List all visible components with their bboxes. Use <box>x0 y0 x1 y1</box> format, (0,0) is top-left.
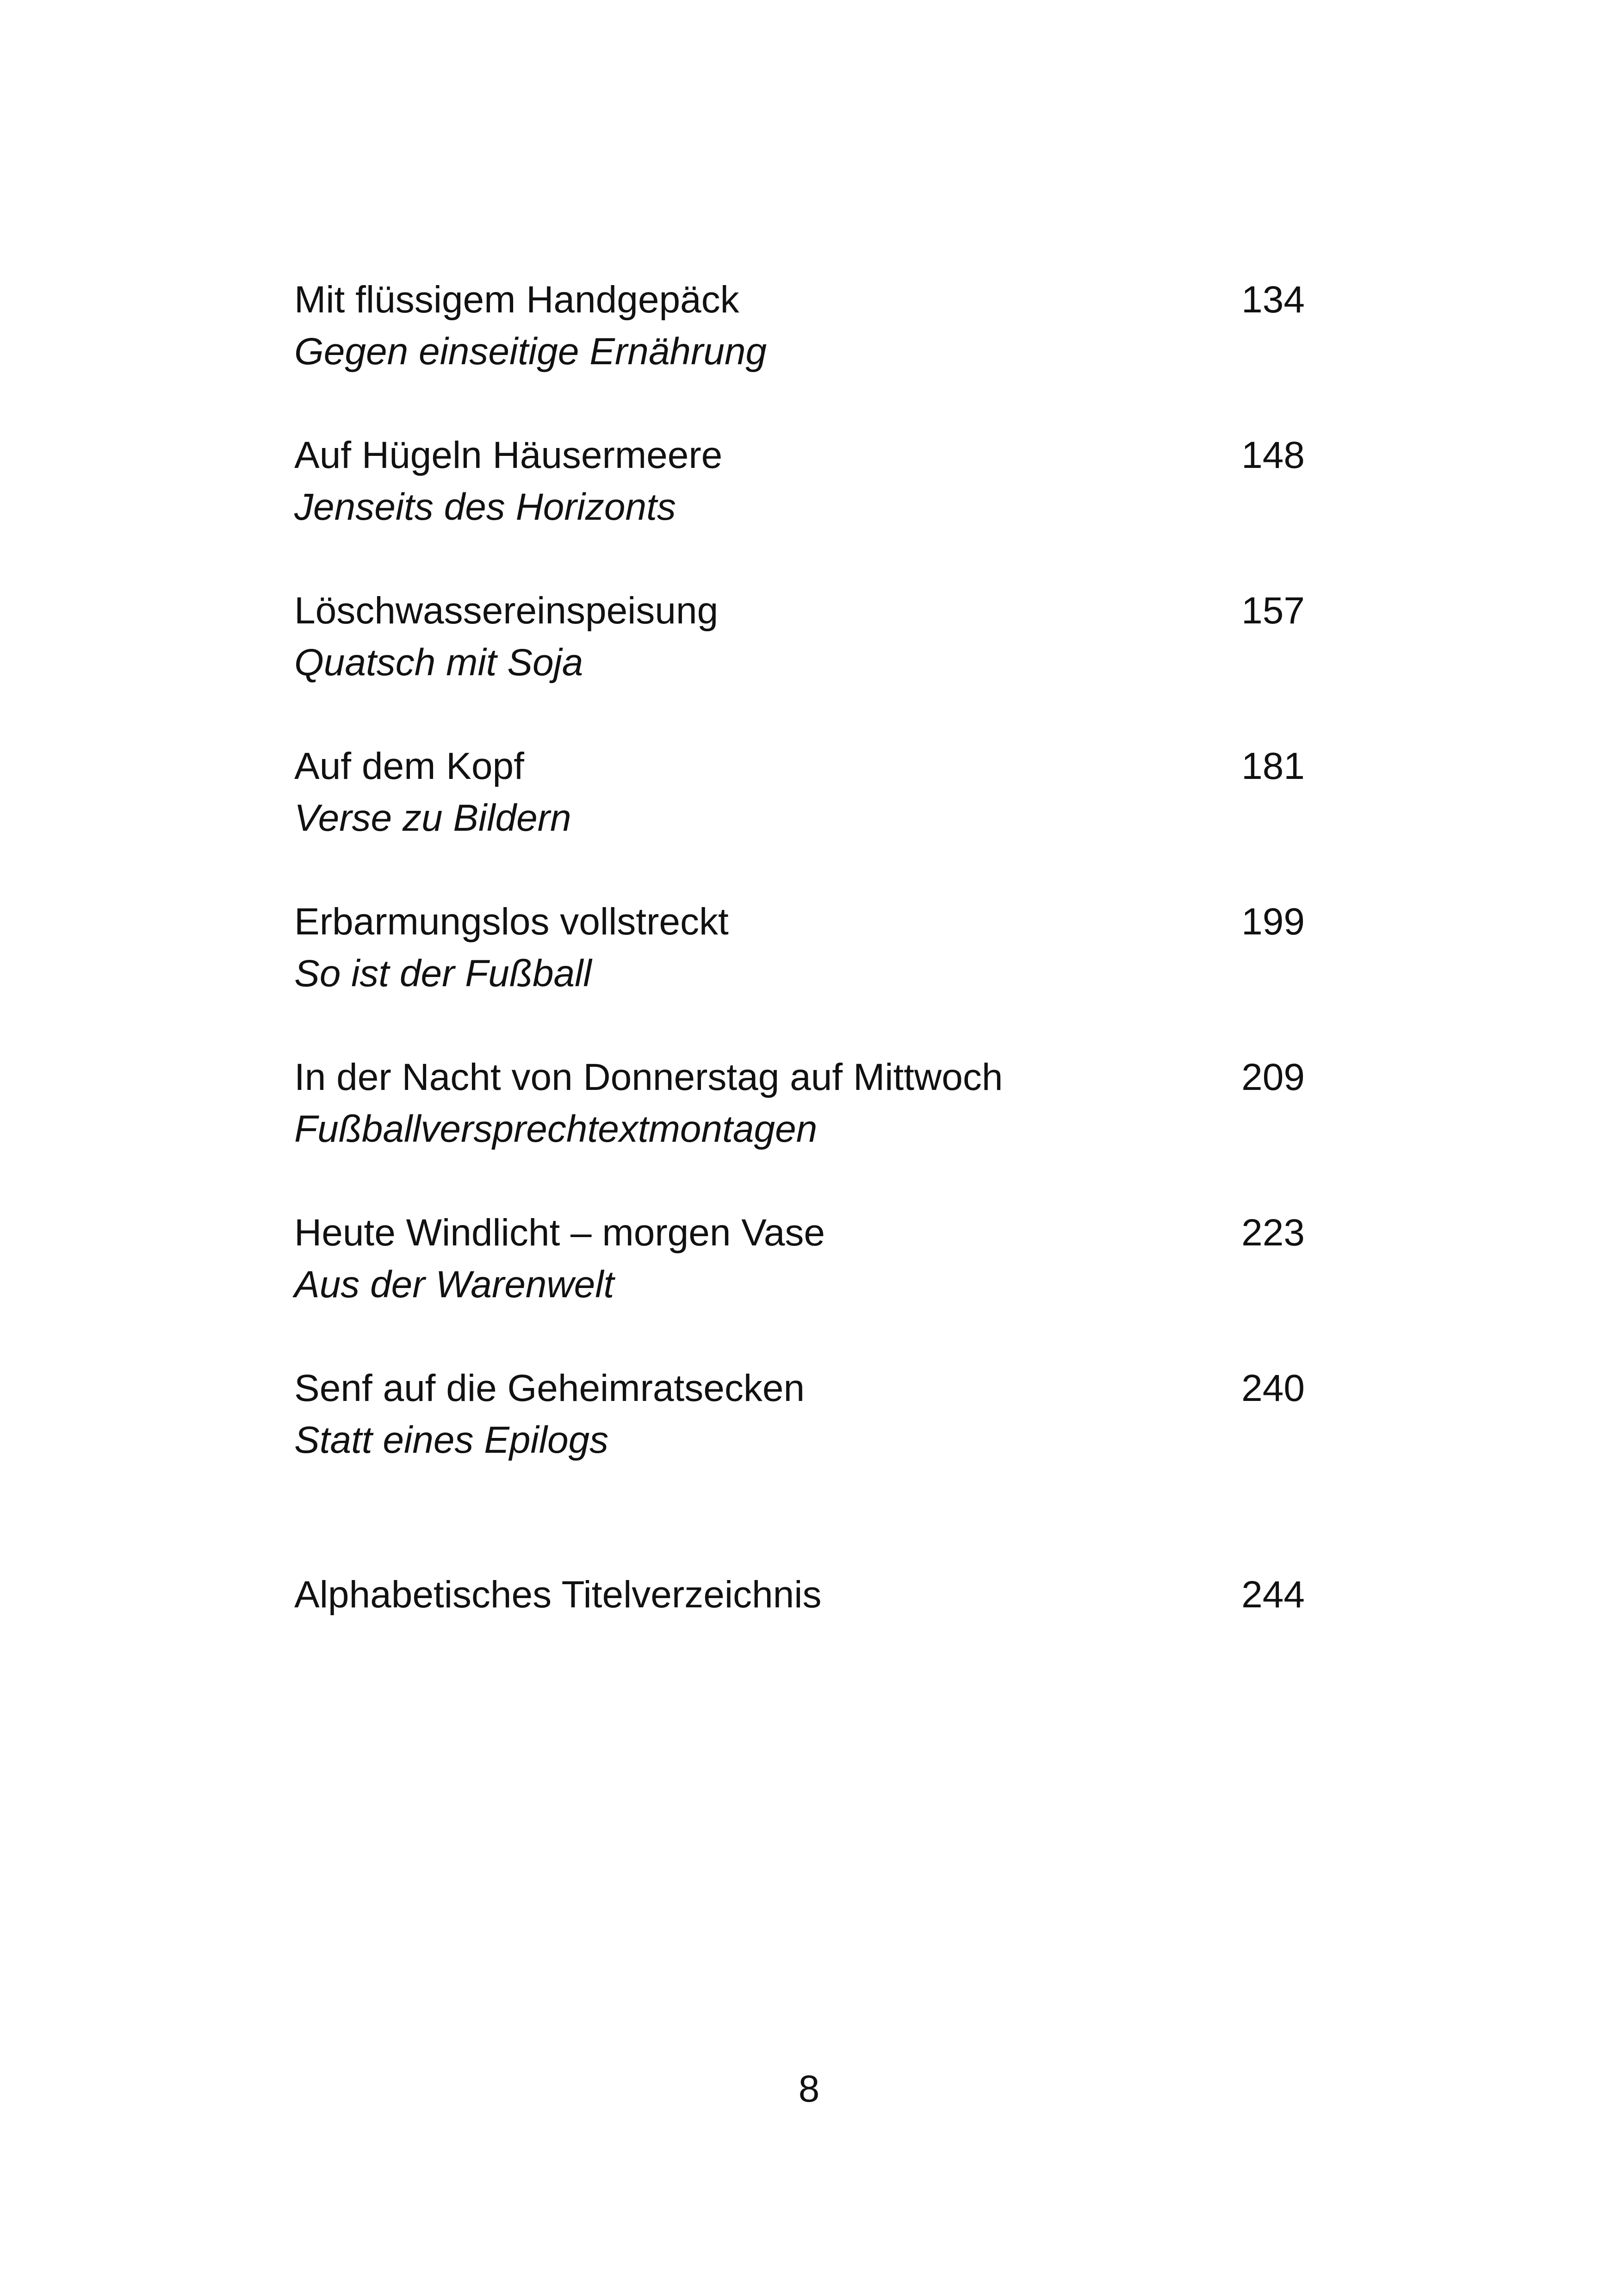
toc-entry-subtitle: Quatsch mit Soja <box>294 641 583 684</box>
toc-entry[interactable] <box>294 429 1305 541</box>
toc-appendix-page-number: 244 <box>1241 1574 1305 1616</box>
toc-entry-title: Erbarmungslos vollstreckt <box>294 901 729 943</box>
toc-entry[interactable] <box>294 274 1305 385</box>
footer-page-number: 8 <box>798 2068 820 2110</box>
toc-appendix-entry[interactable] <box>294 1569 1305 1621</box>
toc-entry-subtitle: Aus der Warenwelt <box>294 1263 614 1306</box>
toc-entry[interactable] <box>294 1207 1305 1318</box>
toc-entry[interactable] <box>294 896 1305 1007</box>
toc-entry-page-number: 199 <box>1241 901 1305 943</box>
toc-entry-page-number: 181 <box>1241 745 1305 787</box>
toc-entry-title: Auf Hügeln Häusermeere <box>294 434 723 476</box>
toc-entry[interactable] <box>294 585 1305 696</box>
toc-entry-page-number: 240 <box>1241 1367 1305 1409</box>
toc-entry-title: Mit flüssigem Handgepäck <box>294 279 739 321</box>
toc-entry[interactable] <box>294 1363 1305 1474</box>
toc-entry-title: Auf dem Kopf <box>294 745 524 787</box>
toc-entry-title: In der Nacht von Donnerstag auf Mittwoch <box>294 1056 1003 1098</box>
toc-entry-subtitle: Verse zu Bildern <box>294 797 571 839</box>
toc-entry-title: Heute Windlicht – morgen Vase <box>294 1212 825 1254</box>
toc-entry-subtitle: So ist der Fußball <box>294 952 592 995</box>
toc-entry-subtitle: Statt eines Epilogs <box>294 1419 609 1461</box>
toc-entry-subtitle: Jenseits des Horizonts <box>294 486 676 528</box>
toc-appendix-title: Alphabetisches Titelverzeichnis <box>294 1574 822 1616</box>
toc-entry-page-number: 134 <box>1241 279 1305 321</box>
toc-entry-title: Löschwassereinspeisung <box>294 590 719 632</box>
toc-entry-page-number: 148 <box>1241 434 1305 476</box>
toc-entry-subtitle: Gegen einseitige Ernährung <box>294 330 767 373</box>
toc-entry[interactable] <box>294 1052 1305 1163</box>
toc-entry-title: Senf auf die Geheimratsecken <box>294 1367 805 1409</box>
toc-entry-page-number: 157 <box>1241 590 1305 632</box>
toc-entry-subtitle: Fußballversprechtextmontagen <box>294 1108 818 1150</box>
toc-entry-page-number: 223 <box>1241 1212 1305 1254</box>
toc-entry-page-number: 209 <box>1241 1056 1305 1098</box>
toc-entry[interactable] <box>294 740 1305 852</box>
